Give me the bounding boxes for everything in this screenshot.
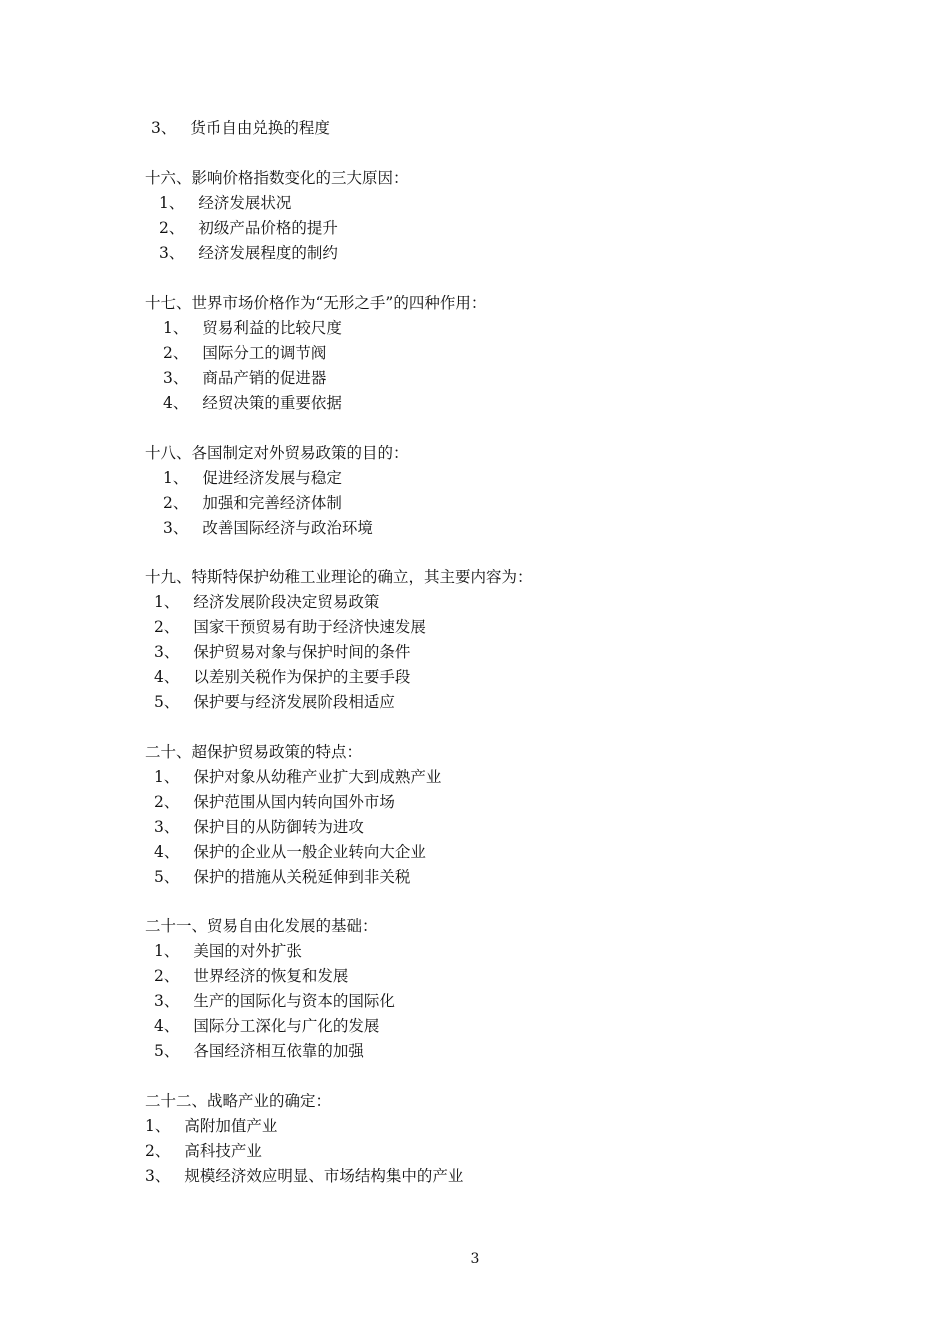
list-item: 2、 国家干预贸易有助于经济快速发展 [154, 618, 426, 636]
list-item: 3、 生产的国际化与资本的国际化 [154, 992, 395, 1010]
section-heading: 十七、世界市场价格作为“无形之手”的四种作用： [145, 294, 487, 312]
list-item: 2、 国际分工的调节阀 [163, 344, 327, 362]
list-item: 3、 货币自由兑换的程度 [151, 119, 330, 137]
list-item: 3、 改善国际经济与政治环境 [163, 519, 373, 537]
list-item: 2、 保护范围从国内转向国外市场 [154, 793, 395, 811]
section-heading: 二十一、贸易自由化发展的基础： [145, 917, 378, 935]
list-item: 2、 世界经济的恢复和发展 [154, 967, 349, 985]
section-heading: 十九、特斯特保护幼稚工业理论的确立，其主要内容为： [145, 568, 533, 586]
section-heading: 二十二、战略产业的确定： [145, 1092, 332, 1110]
section-heading: 十八、各国制定对外贸易政策的目的： [145, 444, 409, 462]
list-item: 1、 经济发展阶段决定贸易政策 [154, 593, 380, 611]
section-heading: 二十、超保护贸易政策的特点： [145, 743, 363, 761]
list-item: 4、 国际分工深化与广化的发展 [154, 1017, 380, 1035]
list-item: 3、 保护贸易对象与保护时间的条件 [154, 643, 411, 661]
list-item: 5、 保护的措施从关税延伸到非关税 [154, 868, 411, 886]
list-item: 3、 商品产销的促进器 [163, 369, 327, 387]
page-number: 3 [470, 1251, 480, 1267]
list-item: 1、 高附加值产业 [145, 1117, 278, 1135]
list-item: 3、 经济发展程度的制约 [159, 244, 338, 262]
list-item: 1、 美国的对外扩张 [154, 942, 302, 960]
list-item: 4、 以差别关税作为保护的主要手段 [154, 668, 411, 686]
list-item: 5、 保护要与经济发展阶段相适应 [154, 693, 395, 711]
list-item: 2、 初级产品价格的提升 [159, 219, 338, 237]
section-heading: 十六、影响价格指数变化的三大原因： [145, 169, 409, 187]
list-item: 2、 加强和完善经济体制 [163, 494, 342, 512]
list-item: 5、 各国经济相互依靠的加强 [154, 1042, 364, 1060]
list-item: 3、 保护目的从防御转为进攻 [154, 818, 364, 836]
list-item: 2、 高科技产业 [145, 1142, 262, 1160]
list-item: 4、 经贸决策的重要依据 [163, 394, 342, 412]
list-item: 1、 保护对象从幼稚产业扩大到成熟产业 [154, 768, 442, 786]
list-item: 3、 规模经济效应明显、市场结构集中的产业 [145, 1167, 464, 1185]
list-item: 1、 促进经济发展与稳定 [163, 469, 342, 487]
list-item: 4、 保护的企业从一般企业转向大企业 [154, 843, 426, 861]
list-item: 1、 经济发展状况 [159, 194, 292, 212]
list-item: 1、 贸易利益的比较尺度 [163, 319, 342, 337]
